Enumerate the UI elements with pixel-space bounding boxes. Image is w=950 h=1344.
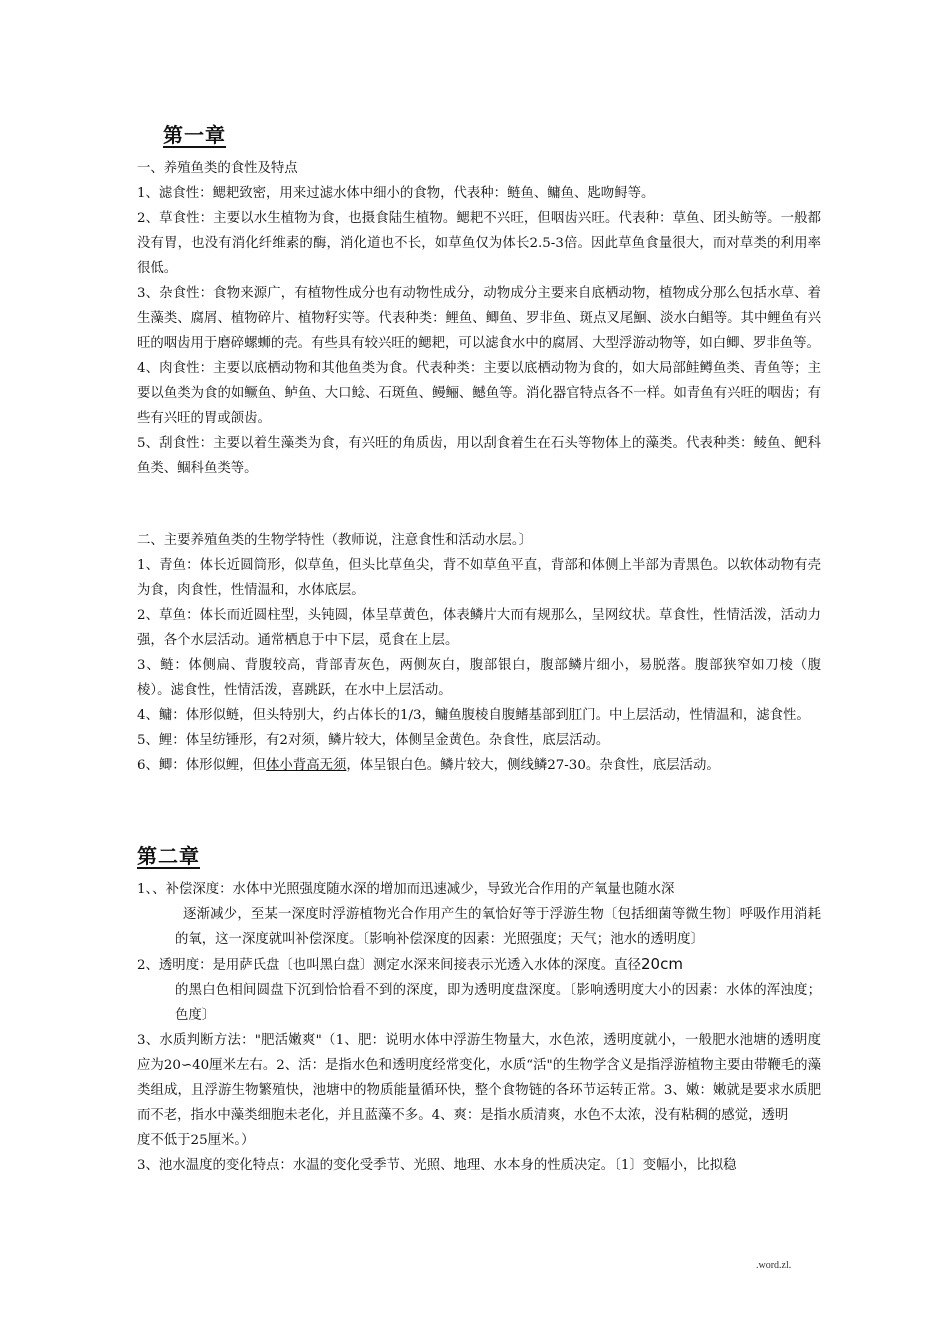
water-quality-judgement-end: 度不低于25厘米。） xyxy=(137,1133,255,1148)
paragraph-silver-carp: 3、鲢：体侧扁、背腹较高，背部青灰色，两侧灰白，腹部银白，腹部鳞片细小，易脱落。腹部狭窄如刀棱（腹棱）。滤食性，性情活泼，喜跳跃，在水中上层活动。 xyxy=(137,658,821,698)
water-temperature-characteristics: 3、池水温度的变化特点：水温的变化受季节、光照、地理、水本身的性质决定。〔1〕变幅小，比拟稳 xyxy=(137,1158,737,1173)
chapter-1-title: 第一章 xyxy=(163,123,226,147)
transparency-diameter: 20cm xyxy=(640,955,683,973)
paragraph-black-carp: 1、青鱼：体长近圆筒形，似草鱼，但头比草鱼尖，背不如草鱼平直，背部和体侧上半部为青黑色。以软体动物有壳为食，肉食性，性情温和，水体底层。 xyxy=(137,558,821,598)
paragraph-omnivorous: 3、杂食性：食物来源广，有植物性成分也有动物性成分，动物成分主要来自底栖动物，植物成分那么包括水草、着生藻类、腐屑、植物碎片、植物籽实等。代表种类：鲤鱼、鲫鱼、罗非鱼、斑点叉尾鮰、淡水白鲳等。其中鲤鱼有兴旺的咽齿用于磨碎螺蛳的壳。有些具有较兴旺的鳃耙，可以滤食水中的腐屑、大型浮游动物等，如白鲫、罗非鱼等。 xyxy=(137,286,821,351)
paragraph-carnivorous: 4、肉食性：主要以底栖动物和其他鱼类为食。代表种类：主要以底栖动物为食的，如大局部鲑鳟鱼类、青鱼等；主要以鱼类为食的如鳜鱼、鲈鱼、大口鲶、石斑鱼、鳗鲡、鳡鱼等。消化器官特点各不一样。如青鱼有兴旺的咽齿；有些有兴旺的胃或颌齿。 xyxy=(137,361,821,426)
chapter-1-section-1 xyxy=(137,156,821,481)
section-heading-feeding-habits: 一、养殖鱼类的食性及特点 xyxy=(137,161,298,176)
paragraph-herbivorous: 2、草食性：主要以水生植物为食，也摄食陆生植物。鳃耙不兴旺，但咽齿兴旺。代表种：草鱼、团头鲂等。一般都没有胃，也没有消化纤维素的酶，消化道也不长，如草鱼仅为体长2.5-3倍。因此草鱼食量很大，而对草类的利用率很低。 xyxy=(137,211,821,276)
chapter-2-body xyxy=(137,877,821,1178)
page-footer: .word.zl. xyxy=(756,1260,792,1271)
crucian-carp-text-a: 6、鲫：体形似鲤，但 xyxy=(137,758,267,773)
crucian-carp-underlined: 体小背高无须 xyxy=(266,758,347,773)
chapter-1-section-2 xyxy=(137,528,821,778)
transparency-body: 的黑白色相间圆盘下沉到恰恰看不到的深度，即为透明度盘深度。〔影响透明度大小的因素：水体的浑浊度；色度〕 xyxy=(175,983,821,1023)
paragraph-grass-carp: 2、草鱼：体长而近圆柱型，头钝圆，体呈草黄色，体表鳞片大而有规那么，呈网纹状。草食性，性情活泼，活动力强，各个水层活动。通常栖息于中下层，觅食在上层。 xyxy=(137,608,821,648)
transparency-lead xyxy=(137,952,821,978)
paragraph-common-carp: 5、鲤：体呈纺锤形，有2对须，鳞片较大，体侧呈金黄色。杂食性，底层活动。 xyxy=(137,733,610,748)
section-heading-biology: 二、主要养殖鱼类的生物学特性（教师说，注意食性和活动水层。〕 xyxy=(137,533,533,548)
compensation-depth-body: 逐渐减少，至某一深度时浮游植物光合作用产生的氧恰好等于浮游生物〔包括细菌等微生物〕呼吸作用消耗的氧，这一深度就叫补偿深度。〔影响补偿深度的因素：光照强度；天气；池水的透明度〕 xyxy=(175,907,821,947)
chapter-2-title: 第二章 xyxy=(137,844,200,868)
paragraph-bighead-carp: 4、鳙：体形似鲢，但头特别大，约占体长的1/3，鳙鱼腹棱自腹鳍基部到肛门。中上层活动，性情温和，滤食性。 xyxy=(137,708,810,723)
transparency-text-a: 2、透明度：是用萨氏盘〔也叫黑白盘〕测定水深来间接表示光透入水体的深度。直径 xyxy=(137,958,641,973)
compensation-depth-lead: 1、、补偿深度：水体中光照强度随水深的增加而迅速减少，导致光合作用的产氧量也随水深 xyxy=(137,882,675,897)
paragraph-crucian-carp xyxy=(137,753,821,778)
crucian-carp-text-b: ，体呈银白色。鳞片较大，侧线鳞27-30。杂食性，底层活动。 xyxy=(346,758,720,773)
water-quality-judgement: 3、水质判断方法："肥活嫩爽"（1、肥：说明水体中浮游生物量大，水色浓，透明度就小，一般肥水池塘的透明度应为20∽40厘米左右。2、活：是指水色和透明度经常变化，水质“活"的生物学含义是指浮游植物主要由带鞭毛的藻类组成，且浮游生物繁殖快，池塘中的物质能量循环快，整个食物链的各环节运转正常。3、嫩：嫩就是要求水质肥而不老，指水中藻类细胞未老化，并且蓝藻不多。4、爽：是指水质清爽，水色不太浓，没有粘稠的感觉，透明 xyxy=(137,1033,821,1123)
paragraph-scraping: 5、刮食性：主要以着生藻类为食，有兴旺的角质齿，用以刮食着生在石头等物体上的藻类。代表种类：鲮鱼、鲃科鱼类、鲴科鱼类等。 xyxy=(137,436,821,476)
paragraph-filter-feeding: 1、滤食性：鳃耙致密，用来过滤水体中细小的食物，代表种：鲢鱼、鳙鱼、匙吻鲟等。 xyxy=(137,186,655,201)
